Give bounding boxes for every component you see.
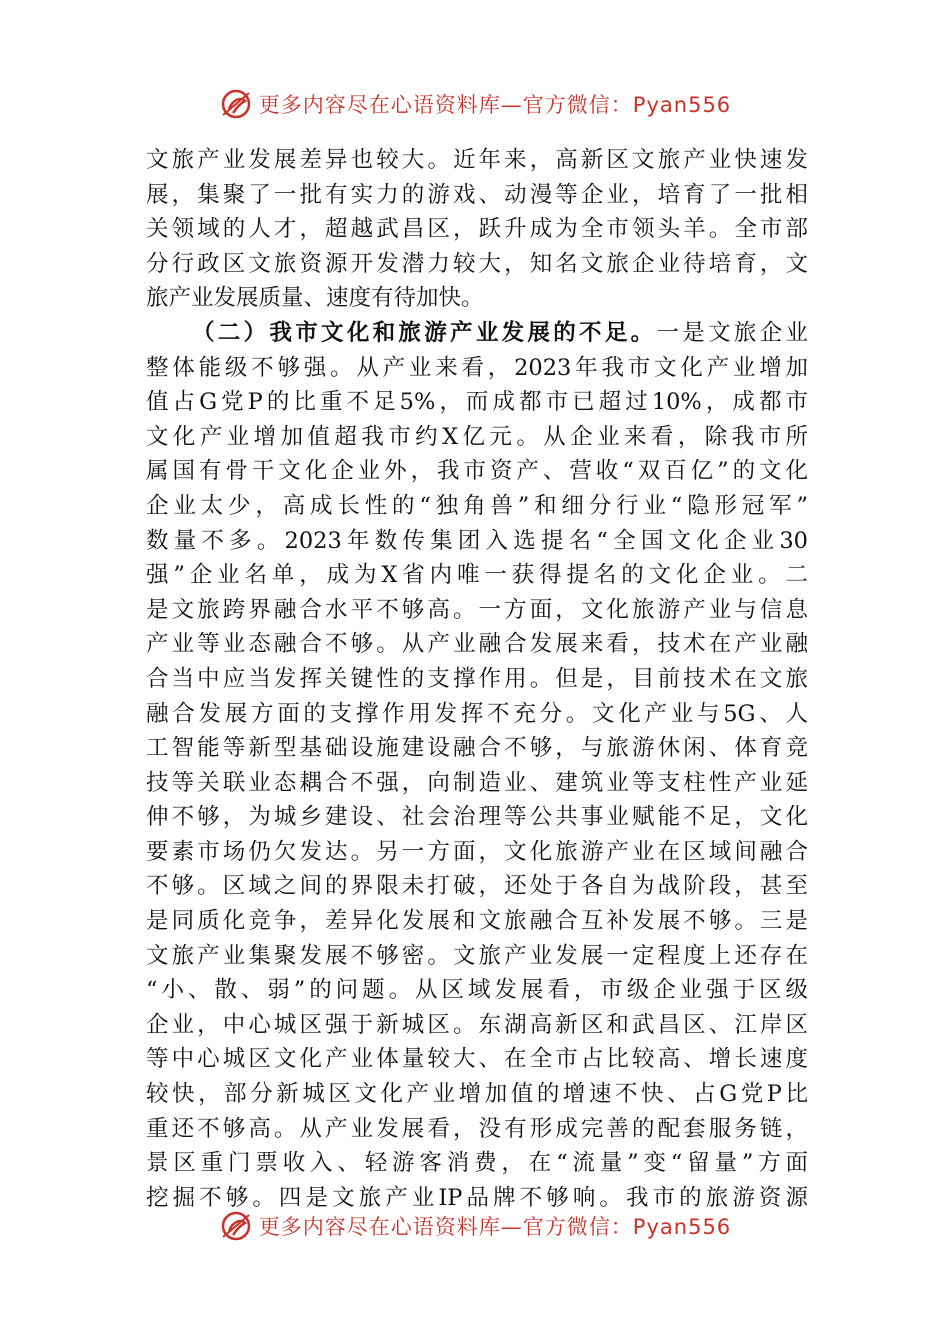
text-line: 融合发展方面的支撑作用发挥不充分。文化产业与5G、人 — [146, 700, 808, 727]
document-body — [146, 143, 808, 1215]
text-line: 文旅产业发展差异也较大。近年来，高新区文旅产业快速发 — [146, 147, 808, 173]
text-line: 展，集聚了一批有实力的游戏、动漫等企业，培育了一批相 — [146, 181, 808, 208]
text-line: 挖掘不够。四是文旅产业IP品牌不够响。我市的旅游资源 — [146, 1184, 808, 1211]
text-line: 景区重门票收入、轻游客消费，在“流量”变“留量”方面 — [146, 1150, 808, 1177]
text-line: 伸不够，为城乡建设、社会治理等公共事业赋能不足，文化 — [146, 804, 808, 831]
text-line: 工智能等新型基础设施建设融合不够，与旅游休闲、体育竞 — [146, 735, 808, 762]
watermark-footer — [0, 1204, 950, 1244]
heading-line — [146, 316, 808, 351]
text-line: 值占G党P的比重不足5%，而成都市已超过10%，成都市 — [146, 389, 808, 416]
text-line: 文化产业增加值超我市约X亿元。从企业来看，除我市所 — [146, 423, 808, 450]
text-line: 关领域的人才，超越武昌区，跃升成为全市领头羊。全市部 — [146, 216, 808, 243]
text-line: 较快，部分新城区文化产业增加值的增速不快、占G党P比 — [146, 1081, 808, 1108]
watermark-text: 更多内容尽在心语资料库—官方微信：Pyan556 — [258, 1215, 732, 1239]
text-line: 企业太少，高成长性的“独角兽”和细分行业“隐形冠军” — [146, 492, 808, 519]
text-line: 等中心城区文化产业体量较大、在全市占比较高、增长速度 — [146, 1046, 808, 1073]
text-line: 整体能级不够强。从产业来看，2023年我市文化产业增加 — [146, 354, 808, 381]
watermark-text: 更多内容尽在心语资料库—官方微信：Pyan556 — [258, 93, 732, 117]
text-line: 企业，中心城区强于新城区。东湖高新区和武昌区、江岸区 — [146, 1011, 808, 1038]
paragraph-2 — [146, 316, 808, 1215]
paragraph-1 — [146, 143, 808, 316]
text-line: 合当中应当发挥关键性的支撑作用。但是，目前技术在文旅 — [146, 665, 808, 692]
text-line: 技等关联业态耦合不强，向制造业、建筑业等支柱性产业延 — [146, 769, 808, 796]
watermark-logo-icon — [219, 1209, 253, 1243]
text-line: 文旅产业集聚发展不够密。文旅产业发展一定程度上还存在 — [146, 942, 808, 969]
text-line: 数量不多。2023年数传集团入选提名“全国文化企业30 — [146, 527, 808, 554]
section-heading: （二）我市文化和旅游产业发展的不足。 — [192, 319, 657, 346]
text-line: 要素市场仍欠发达。另一方面，文化旅游产业在区域间融合 — [146, 838, 808, 865]
text-line: 强”企业名单，成为X省内唯一获得提名的文化企业。二 — [146, 562, 808, 589]
watermark-header — [0, 84, 950, 124]
text-line: 是文旅跨界融合水平不够高。一方面，文化旅游产业与信息 — [146, 596, 808, 623]
watermark-footer-inner — [219, 1209, 731, 1243]
watermark-logo-icon — [219, 87, 253, 121]
text-line: 产业等业态融合不够。从产业融合发展来看，技术在产业融 — [146, 631, 808, 658]
text-line: 分行政区文旅资源开发潜力较大，知名文旅企业待培育，文 — [146, 250, 808, 277]
text-line: 旅产业发展质量、速度有待加快。 — [146, 285, 484, 312]
text-line: 属国有骨干文化企业外，我市资产、营收“双百亿”的文化 — [146, 458, 808, 485]
text-line: “小、散、弱”的问题。从区域发展看，市级企业强于区级 — [146, 977, 808, 1004]
text-line: 重还不够高。从产业发展看，没有形成完善的配套服务链， — [146, 1115, 808, 1142]
text-line: 不够。区域之间的界限未打破，还处于各自为战阶段，甚至 — [146, 873, 808, 900]
heading-line-rest: 一是文旅企业 — [656, 319, 808, 346]
text-line: 是同质化竞争，差异化发展和文旅融合互补发展不够。三是 — [146, 908, 808, 935]
